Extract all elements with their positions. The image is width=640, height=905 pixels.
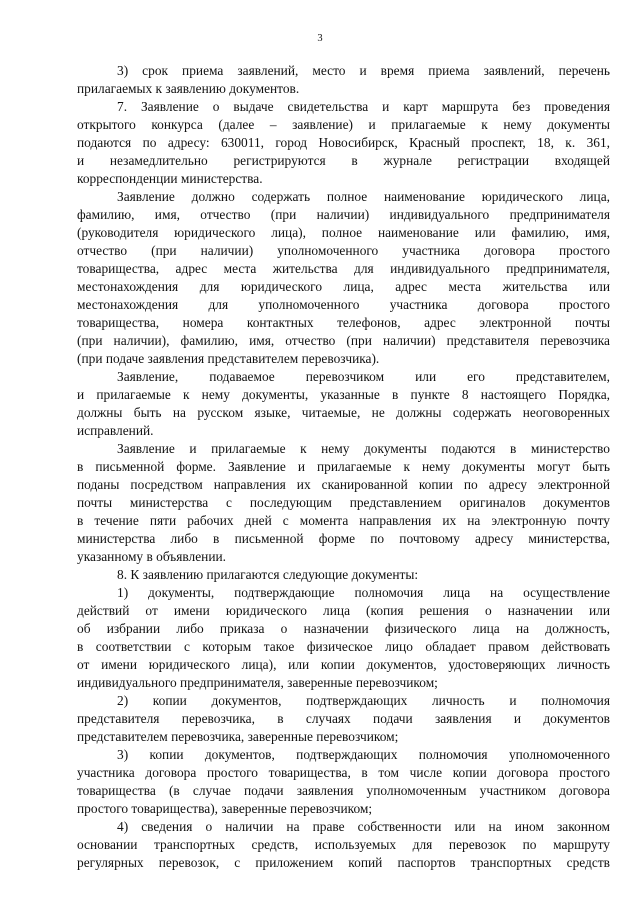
text-line: действий от имени юридического лица (копия решения о назначении или [77,603,610,618]
text-line: 4) сведения о наличии на праве собственности или на ином законном [117,819,610,834]
text-line: индивидуального предпринимателя, заверенные перевозчиком; [77,675,438,690]
text-line: отчество (при наличии) уполномоченного участника договора простого [77,243,610,258]
text-line: Заявление должно содержать полное наименование юридического лица, [117,189,610,204]
text-line: участника договора простого товарищества, в том числе копии договора простого [77,765,610,780]
text-line: корреспонденции министерства. [77,171,263,186]
text-line: 1) документы, подтверждающие полномочия лица на осуществление [117,585,610,600]
text-line: 3) срок приема заявлений, место и время приема заявлений, перечень [117,63,610,78]
text-line: почты министерства с последующим представлением оригиналов документов [77,495,610,510]
text-line: открытого конкурса (далее – заявление) и прилагаемые к нему документы [77,117,610,132]
text-line: и прилагаемые к нему документы, указанные в пункте 8 настоящего Порядка, [77,387,610,402]
text-line: в соответствии с которым такое физическое лицо обладает правом действовать [77,639,610,654]
text-line: 3) копии документов, подтверждающих полномочия уполномоченного [117,747,610,762]
text-line: должны быть на русском языке, читаемые, не должны содержать неоговоренных [77,405,610,420]
text-line: товарищества (в случае подачи заявления уполномоченным участником договора [77,783,610,798]
text-line: исправлений. [77,423,154,438]
text-line: представителем перевозчика, заверенные перевозчиком; [77,729,399,744]
text-line: Заявление и прилагаемые к нему документы подаются в министерство [117,441,610,456]
text-line: от имени юридического лица), или копии документов, удостоверяющих личность [77,657,610,672]
text-line: основании транспортных средств, используемых для перевозок по маршруту [77,837,610,852]
text-line: министерства либо в письменной форме по почтовому адресу министерства, [77,531,610,546]
text-line: об избрании либо приказа о назначении физического лица на должность, [77,621,610,636]
text-line: местонахождения для уполномоченного участника договора простого [77,297,610,312]
text-line: в течение пяти рабочих дней с момента направления их на электронную почту [77,513,610,528]
text-line: прилагаемых к заявлению документов. [77,81,300,96]
text-line: местонахождения для юридического лица, адрес места жительства или [77,279,610,294]
text-line: простого товарищества), заверенные перевозчиком; [77,801,373,816]
text-line: 7. Заявление о выдаче свидетельства и карт маршрута без проведения [117,99,610,114]
text-line: фамилию, имя, отчество (при наличии) индивидуального предпринимателя [77,207,610,222]
text-line: подаются по адресу: 630011, город Новосибирск, Красный проспект, 18, к. 361, [77,135,610,150]
text-line: 2) копии документов, подтверждающих личность и полномочия [117,693,610,708]
text-line: в письменной форме. Заявление и прилагаемые к нему документы могут быть [77,459,610,474]
text-line: указанному в объявлении. [77,549,227,564]
text-line: (при наличии), фамилию, имя, отчество (при наличии) представителя перевозчика [77,333,610,348]
text-line: поданы посредством направления их сканированной копии по адресу электронной [77,477,610,492]
text-line: (руководителя юридического лица), полное наименование или фамилию, имя, [77,225,610,240]
text-line: товарищества, номера контактных телефонов, адрес электронной почты [77,315,610,330]
text-line: и незамедлительно регистрируются в журнале регистрации входящей [77,153,610,168]
text-line: регулярных перевозок, с приложением копий паспортов транспортных средств [77,855,610,870]
text-line: товарищества, адрес места жительства для индивидуального предпринимателя, [77,261,610,276]
text-line: 8. К заявлению прилагаются следующие документы: [117,567,419,582]
text-line: (при подаче заявления представителем перевозчика). [77,351,380,366]
page-number: 3 [317,33,323,44]
text-line: представителя перевозчика, в случаях подачи заявления и документов [77,711,610,726]
text-line: Заявление, подаваемое перевозчиком или его представителем, [117,369,610,384]
